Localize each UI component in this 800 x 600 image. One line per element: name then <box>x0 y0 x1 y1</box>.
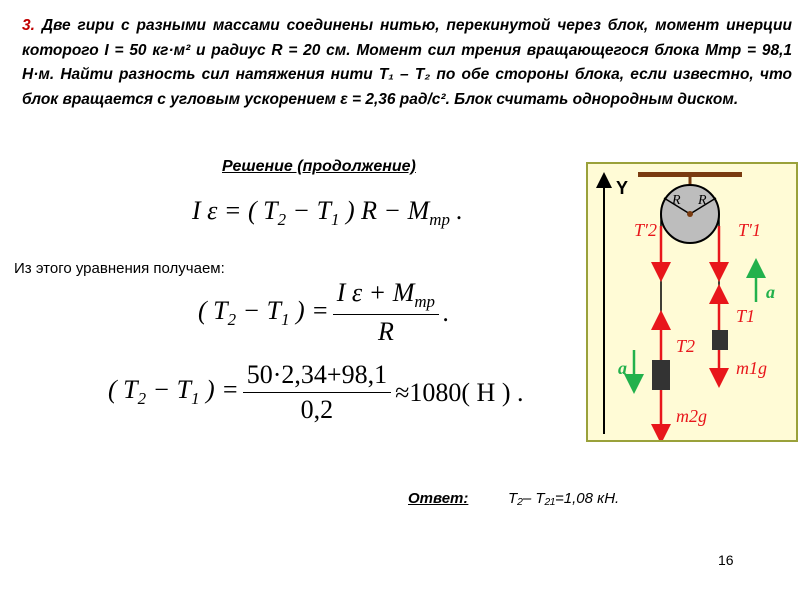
label-T1-prime: T′1 <box>738 220 761 240</box>
label-T2-prime: T′2 <box>634 220 657 240</box>
answer-label: Ответ: <box>408 490 469 507</box>
mass-2 <box>652 360 670 390</box>
label-m2g: m2g <box>676 406 707 426</box>
problem-statement <box>22 14 792 112</box>
ceiling-beam <box>638 172 742 177</box>
solution-heading: Решение (продолжение) <box>222 158 416 175</box>
equation-2: ( $T_2 - T_1$ ) = $\frac{I \varepsilon + M_{тр}}{R}$ . <box>198 278 450 347</box>
radius-label-right: R <box>698 193 707 208</box>
label-T2: T2 <box>676 336 696 356</box>
problem-text: Две гири с разными массами соединены нитью, перекинутой через блок, момент инерции которого I = 50 кг·м² и радиус R = 20 см. Момент сил трения вращающегося блока Mтр = 98,1 Н·м. Найти разность сил натяжения нити T₁ – T₂ по обе стороны блока, если известно, что блок вращается с угловым ускорением ε = 2,36 рад/с². Блок считать однородным диском. <box>22 17 792 108</box>
answer-value: T₂– T₂₁=1,08 кН. <box>508 490 620 507</box>
page-number: 16 <box>718 552 734 568</box>
y-axis-label: Y <box>616 178 629 198</box>
pulley-diagram-svg <box>588 164 796 440</box>
mass-1 <box>712 330 728 350</box>
label-T1: T1 <box>736 306 756 326</box>
radius-label-left: R <box>672 193 681 208</box>
equation-3: ( $T_2 - T_1$ ) = $\frac{50\cdot 2,34+98,1}{0,2}$ ≈1080( H ) . <box>108 360 524 424</box>
intermediate-text: Из этого уравнения получаем: <box>14 260 225 277</box>
problem-number: 3. <box>22 17 35 34</box>
equation-1: I ε = ( $T_2 - T_1$ ) $R - M_{тр}$ . <box>192 196 463 230</box>
label-a1: a <box>766 282 775 302</box>
pulley-diagram <box>586 162 798 442</box>
label-a2: a <box>618 358 627 378</box>
label-m1g: m1g <box>736 358 767 378</box>
